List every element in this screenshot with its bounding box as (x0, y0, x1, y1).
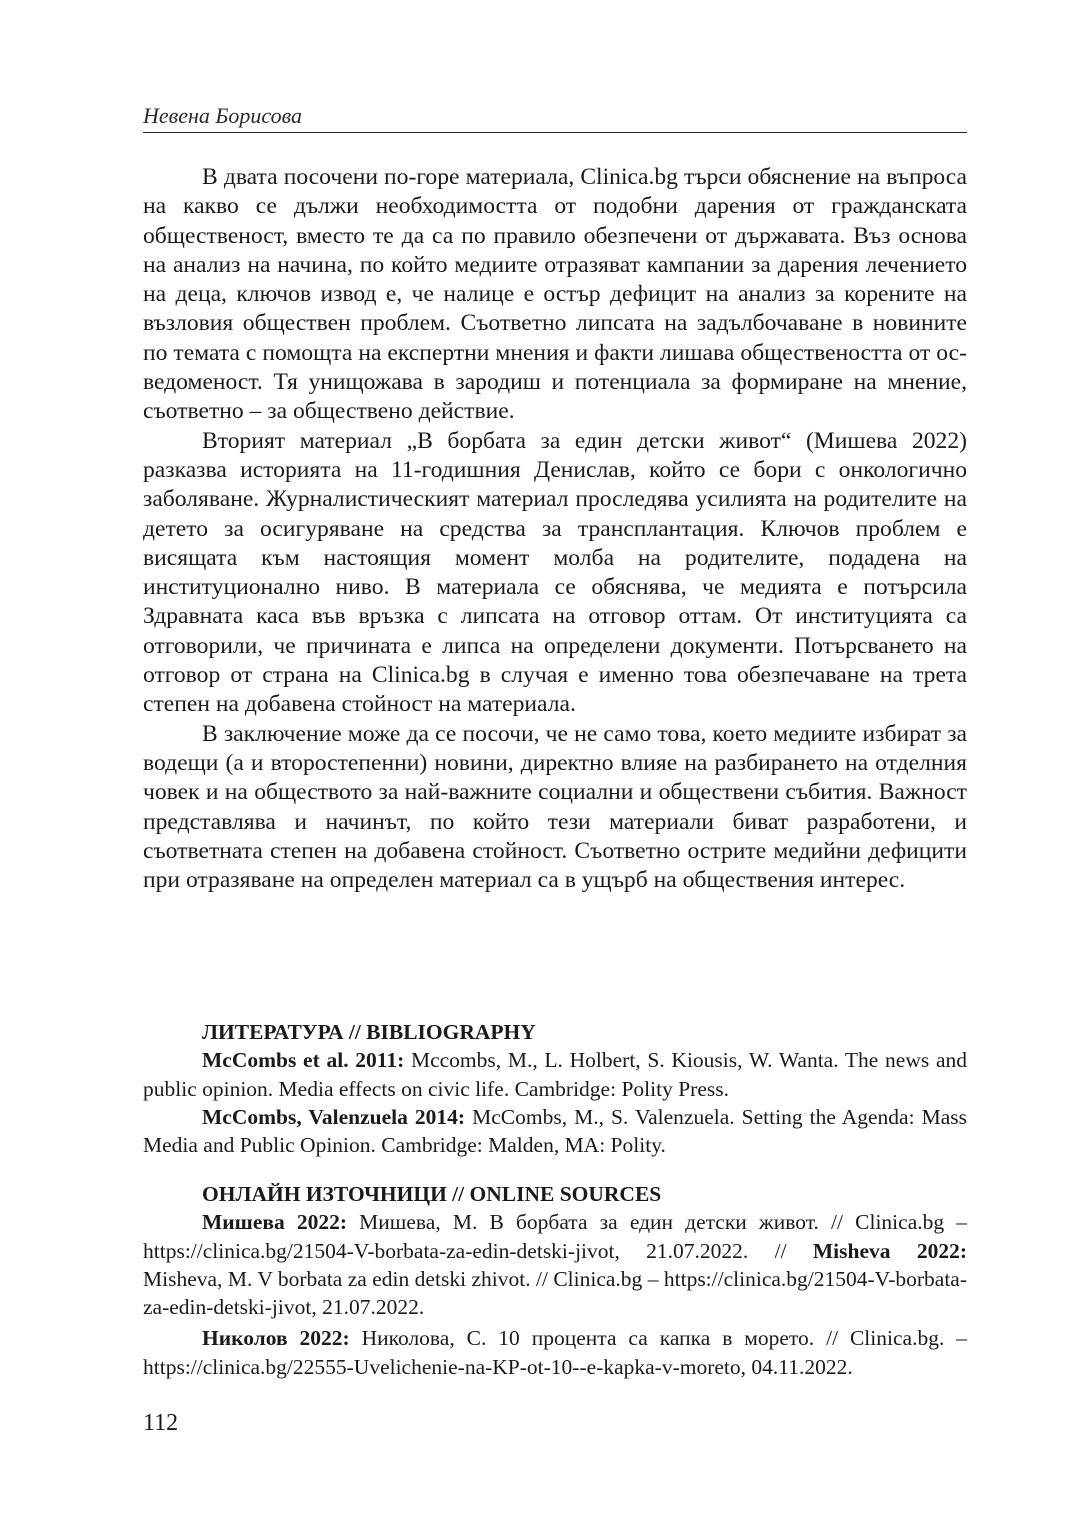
entry-text: McCombs, M., S. Valenzuela. Setting the Agenda: Mass Media and Public Opinion. Cambridge: Malden, MA: Polity. (143, 1104, 967, 1158)
entry-text: Mccombs, M., L. Holbert, S. Kiousis, W. Wanta. The news and public opinion. Media effects on civic life. Cambridge: Polity Press. (143, 1048, 967, 1101)
body-paragraph: В заключение може да се посочи, че не само това, което медиите избират за водещи (а и второстепенни) новини, директно влияе на разбирането на отделния човек и на обществото за най-важните социални и обществени събития. Важност представлява и начинът, по който тези материали биват разработени, и съответната степен на добавена стойност. Съответно острите медийни дефицити при отразяване на определен материал са в ущърб на обществения интерес. (143, 720, 967, 894)
online-source-entry (143, 1324, 967, 1381)
entry-text: Misheva, M. V borbata za edin detski zhivot. // Clinica.bg – https://clinica.bg/21504-V-borbata-za-edin-detski-jivot, 21.07.2022. (143, 1266, 967, 1320)
entry-text: Николова, С. 10 процента са капка в морето. // Clinica.bg. – https://clinica.bg/22555-Uvelichenie-na-KP-ot-10--e-kapka-v-moreto, 04.11.2022. (143, 1326, 967, 1379)
bibliography-entry (143, 1103, 967, 1160)
body-paragraph: В двата посочени по-горе материала, Clinica.bg търси обяснение на въпроса на какво се дължи необходимостта от подобни дарения от гражданската общественост, вместо те да са по правило обезпечени от държавата. Въз основа на анализ на начина, по който медиите отразяват кампании за дарения лечението на деца, ключов извод е, че налице е остър дефицит на анализ за корените на възловия обществен проблем. Съответно липсата на задълбочаване в новините по темата с помощта на експертни мнения и факти лишава обществеността от осведоменост. Тя унищожава в зародиш и потенциала за формиране на мнение, съответно – за обществено действие. (143, 164, 967, 425)
page-number: 112 (143, 1410, 179, 1436)
entry-text: Мишева, М. В борбата за един детски живот. // Clinica.bg – https://clinica.bg/21504-V-borbata-za-edin-detski-jivot, 21.07.2022. // (143, 1210, 968, 1263)
entry-key: Мишева 2022: (202, 1210, 348, 1235)
body-text (143, 163, 967, 895)
author-name: Невена Борисова (143, 103, 302, 128)
online-sources-section (143, 1180, 967, 1381)
entry-key: Николов 2022: (202, 1326, 350, 1351)
online-sources-heading: ОНЛАЙН ИЗТОЧНИЦИ // ONLINE SOURCES (202, 1182, 662, 1206)
entry-key: McCombs, Valenzuela 2014: (202, 1104, 466, 1129)
online-source-entry (143, 1208, 967, 1321)
entry-key: Misheva 2022: (812, 1238, 967, 1263)
entry-key: McCombs et al. 2011: (202, 1048, 405, 1073)
body-paragraph: Вторият материал „В борбата за един детски живот“ (Мишева 2022) разказва историята на 11-годишния Денислав, който се бори с онкологично заболяване. Журналистическият материал проследява усилията на родителите на детето за осигуряване на средства за трансплантация. Ключов проблем е висящата към настоящия момент молба на родителите, подадена на институционално ниво. В материала се обяснява, че медията е потърсила Здравната каса във връзка с липсата на отговор оттам. От институцията са отговорили, че причината е липса на определени документи. Потърсването на отговор от страна на Clinica.bg в случая е именно това обезпечаване на трета степен на добавена стойност на материала. (143, 427, 967, 718)
bibliography-entry (143, 1046, 967, 1103)
bibliography-section (143, 1018, 967, 1159)
running-head (143, 102, 967, 133)
bibliography-heading: ЛИТЕРАТУРА // BIBLIOGRAPHY (202, 1020, 536, 1044)
